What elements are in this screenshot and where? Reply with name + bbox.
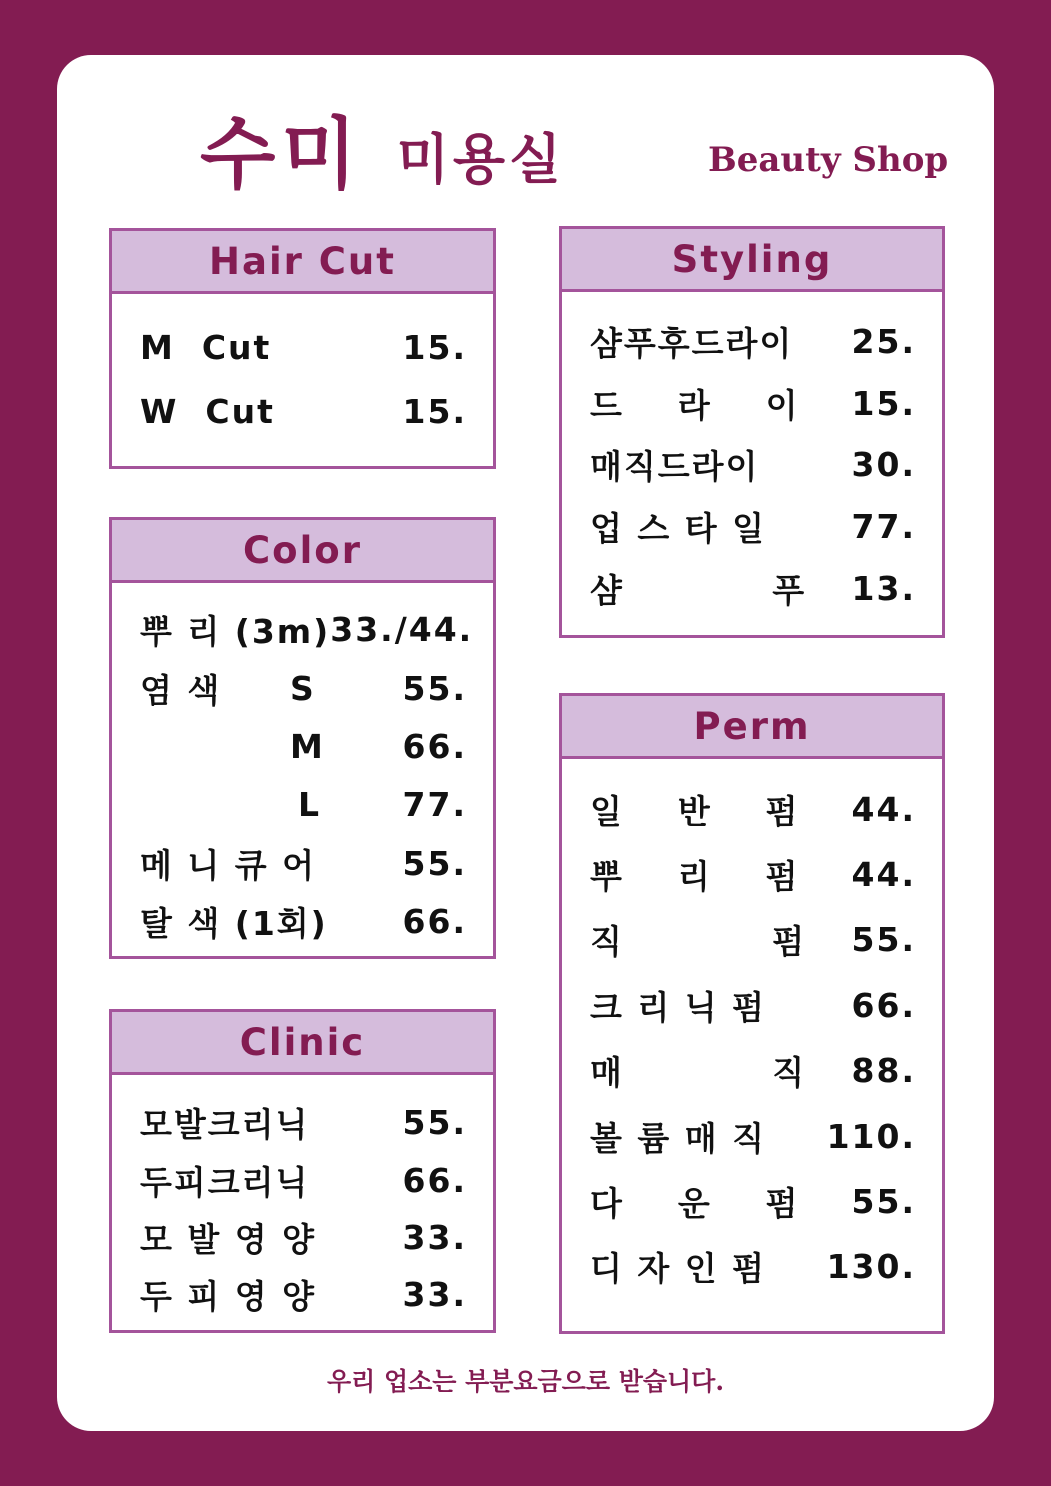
- item-price: 30.: [851, 444, 916, 484]
- item-label: 볼 륨 매 직: [590, 1118, 766, 1158]
- item-price: 77.: [402, 784, 467, 824]
- item-price: 25.: [851, 321, 916, 361]
- price-row: [140, 784, 467, 824]
- item-label: 탈 색 (1회): [140, 903, 328, 943]
- item-price: 44.: [851, 789, 916, 829]
- item-label: 모 발 영 양: [140, 1219, 316, 1259]
- item-label: 디 자 인 펌: [590, 1248, 766, 1288]
- item-label: 두피크리닉: [140, 1162, 310, 1202]
- item-label: 샴푸후드라이: [590, 323, 794, 363]
- item-label: 크 리 닉 펌: [590, 987, 766, 1027]
- shop-subtitle: Beauty Shop: [708, 140, 949, 180]
- perm-section: [559, 693, 945, 1334]
- color-section: [109, 517, 496, 959]
- item-price: 88.: [851, 1050, 916, 1090]
- price-row: [140, 391, 467, 431]
- item-label: 매직드라이: [590, 446, 760, 486]
- item-label: 샴 푸: [590, 570, 807, 610]
- price-row: [590, 985, 916, 1025]
- item-size: S: [290, 668, 316, 708]
- price-row: [590, 919, 916, 959]
- price-row: [590, 383, 916, 423]
- price-row: [590, 321, 916, 361]
- price-row: [140, 901, 467, 941]
- item-label: 두 피 영 양: [140, 1276, 316, 1316]
- item-price: 55.: [851, 1181, 916, 1221]
- price-row: [590, 854, 916, 894]
- item-price: 15.: [402, 391, 467, 431]
- item-label: 다 운 펌: [590, 1183, 800, 1223]
- perm-title: Perm: [562, 696, 942, 759]
- item-label: 메 니 큐 어: [140, 845, 316, 885]
- item-price: 33.: [402, 1274, 467, 1314]
- item-label: 매 직: [590, 1052, 807, 1092]
- price-row: [140, 726, 467, 766]
- price-row: [590, 1050, 916, 1090]
- price-row: [140, 327, 467, 367]
- price-row: [590, 568, 916, 608]
- item-price: 55.: [402, 668, 467, 708]
- price-row: [590, 1116, 916, 1156]
- price-row: [590, 1181, 916, 1221]
- item-label: 뿌 리 펌: [590, 856, 800, 896]
- item-price: 15.: [402, 327, 467, 367]
- shop-name: 수미: [200, 110, 363, 200]
- item-price: 66.: [402, 726, 467, 766]
- item-size: M: [290, 726, 325, 766]
- item-label: M Cut: [140, 327, 272, 367]
- item-price: 77.: [851, 506, 916, 546]
- price-row: [590, 444, 916, 484]
- item-label: 염 색: [140, 670, 222, 710]
- item-label: 뿌 리 (3m): [140, 611, 331, 651]
- item-price: 33./44.: [330, 609, 474, 649]
- price-row: [140, 1160, 467, 1200]
- item-label: 모발크리닉: [140, 1104, 310, 1144]
- clinic-title: Clinic: [112, 1012, 493, 1075]
- styling-section: [559, 226, 945, 638]
- item-label: W Cut: [140, 391, 275, 431]
- price-row: [590, 789, 916, 829]
- hair-cut-title: Hair Cut: [112, 231, 493, 294]
- item-price: 44.: [851, 854, 916, 894]
- styling-title: Styling: [562, 229, 942, 292]
- price-row: [140, 668, 467, 708]
- item-label: 드 라 이: [590, 385, 800, 425]
- item-price: 55.: [402, 843, 467, 883]
- item-label: 업 스 타 일: [590, 508, 766, 548]
- color-title: Color: [112, 520, 493, 583]
- item-price: 130.: [826, 1246, 916, 1286]
- clinic-section: [109, 1009, 496, 1333]
- item-price: 55.: [851, 919, 916, 959]
- price-row: [140, 1217, 467, 1257]
- shop-type: 미용실: [396, 128, 566, 191]
- item-price: 15.: [851, 383, 916, 423]
- price-row: [140, 1102, 467, 1142]
- hair-cut-section: [109, 228, 496, 469]
- item-size: L: [298, 784, 322, 824]
- item-price: 66.: [851, 985, 916, 1025]
- item-price: 55.: [402, 1102, 467, 1142]
- item-price: 66.: [402, 1160, 467, 1200]
- price-row: [140, 843, 467, 883]
- item-price: 66.: [402, 901, 467, 941]
- item-price: 33.: [402, 1217, 467, 1257]
- price-row: [140, 609, 474, 651]
- item-label: 일 반 펌: [590, 791, 800, 831]
- price-row: [590, 1246, 916, 1286]
- item-label: 직 펌: [590, 921, 807, 961]
- item-price: 13.: [851, 568, 916, 608]
- shop-title: [200, 100, 565, 200]
- item-price: 110.: [826, 1116, 916, 1156]
- footer-note: 우리 업소는 부분요금으로 받습니다.: [326, 1367, 725, 1396]
- price-row: [140, 1274, 467, 1314]
- price-row: [590, 506, 916, 546]
